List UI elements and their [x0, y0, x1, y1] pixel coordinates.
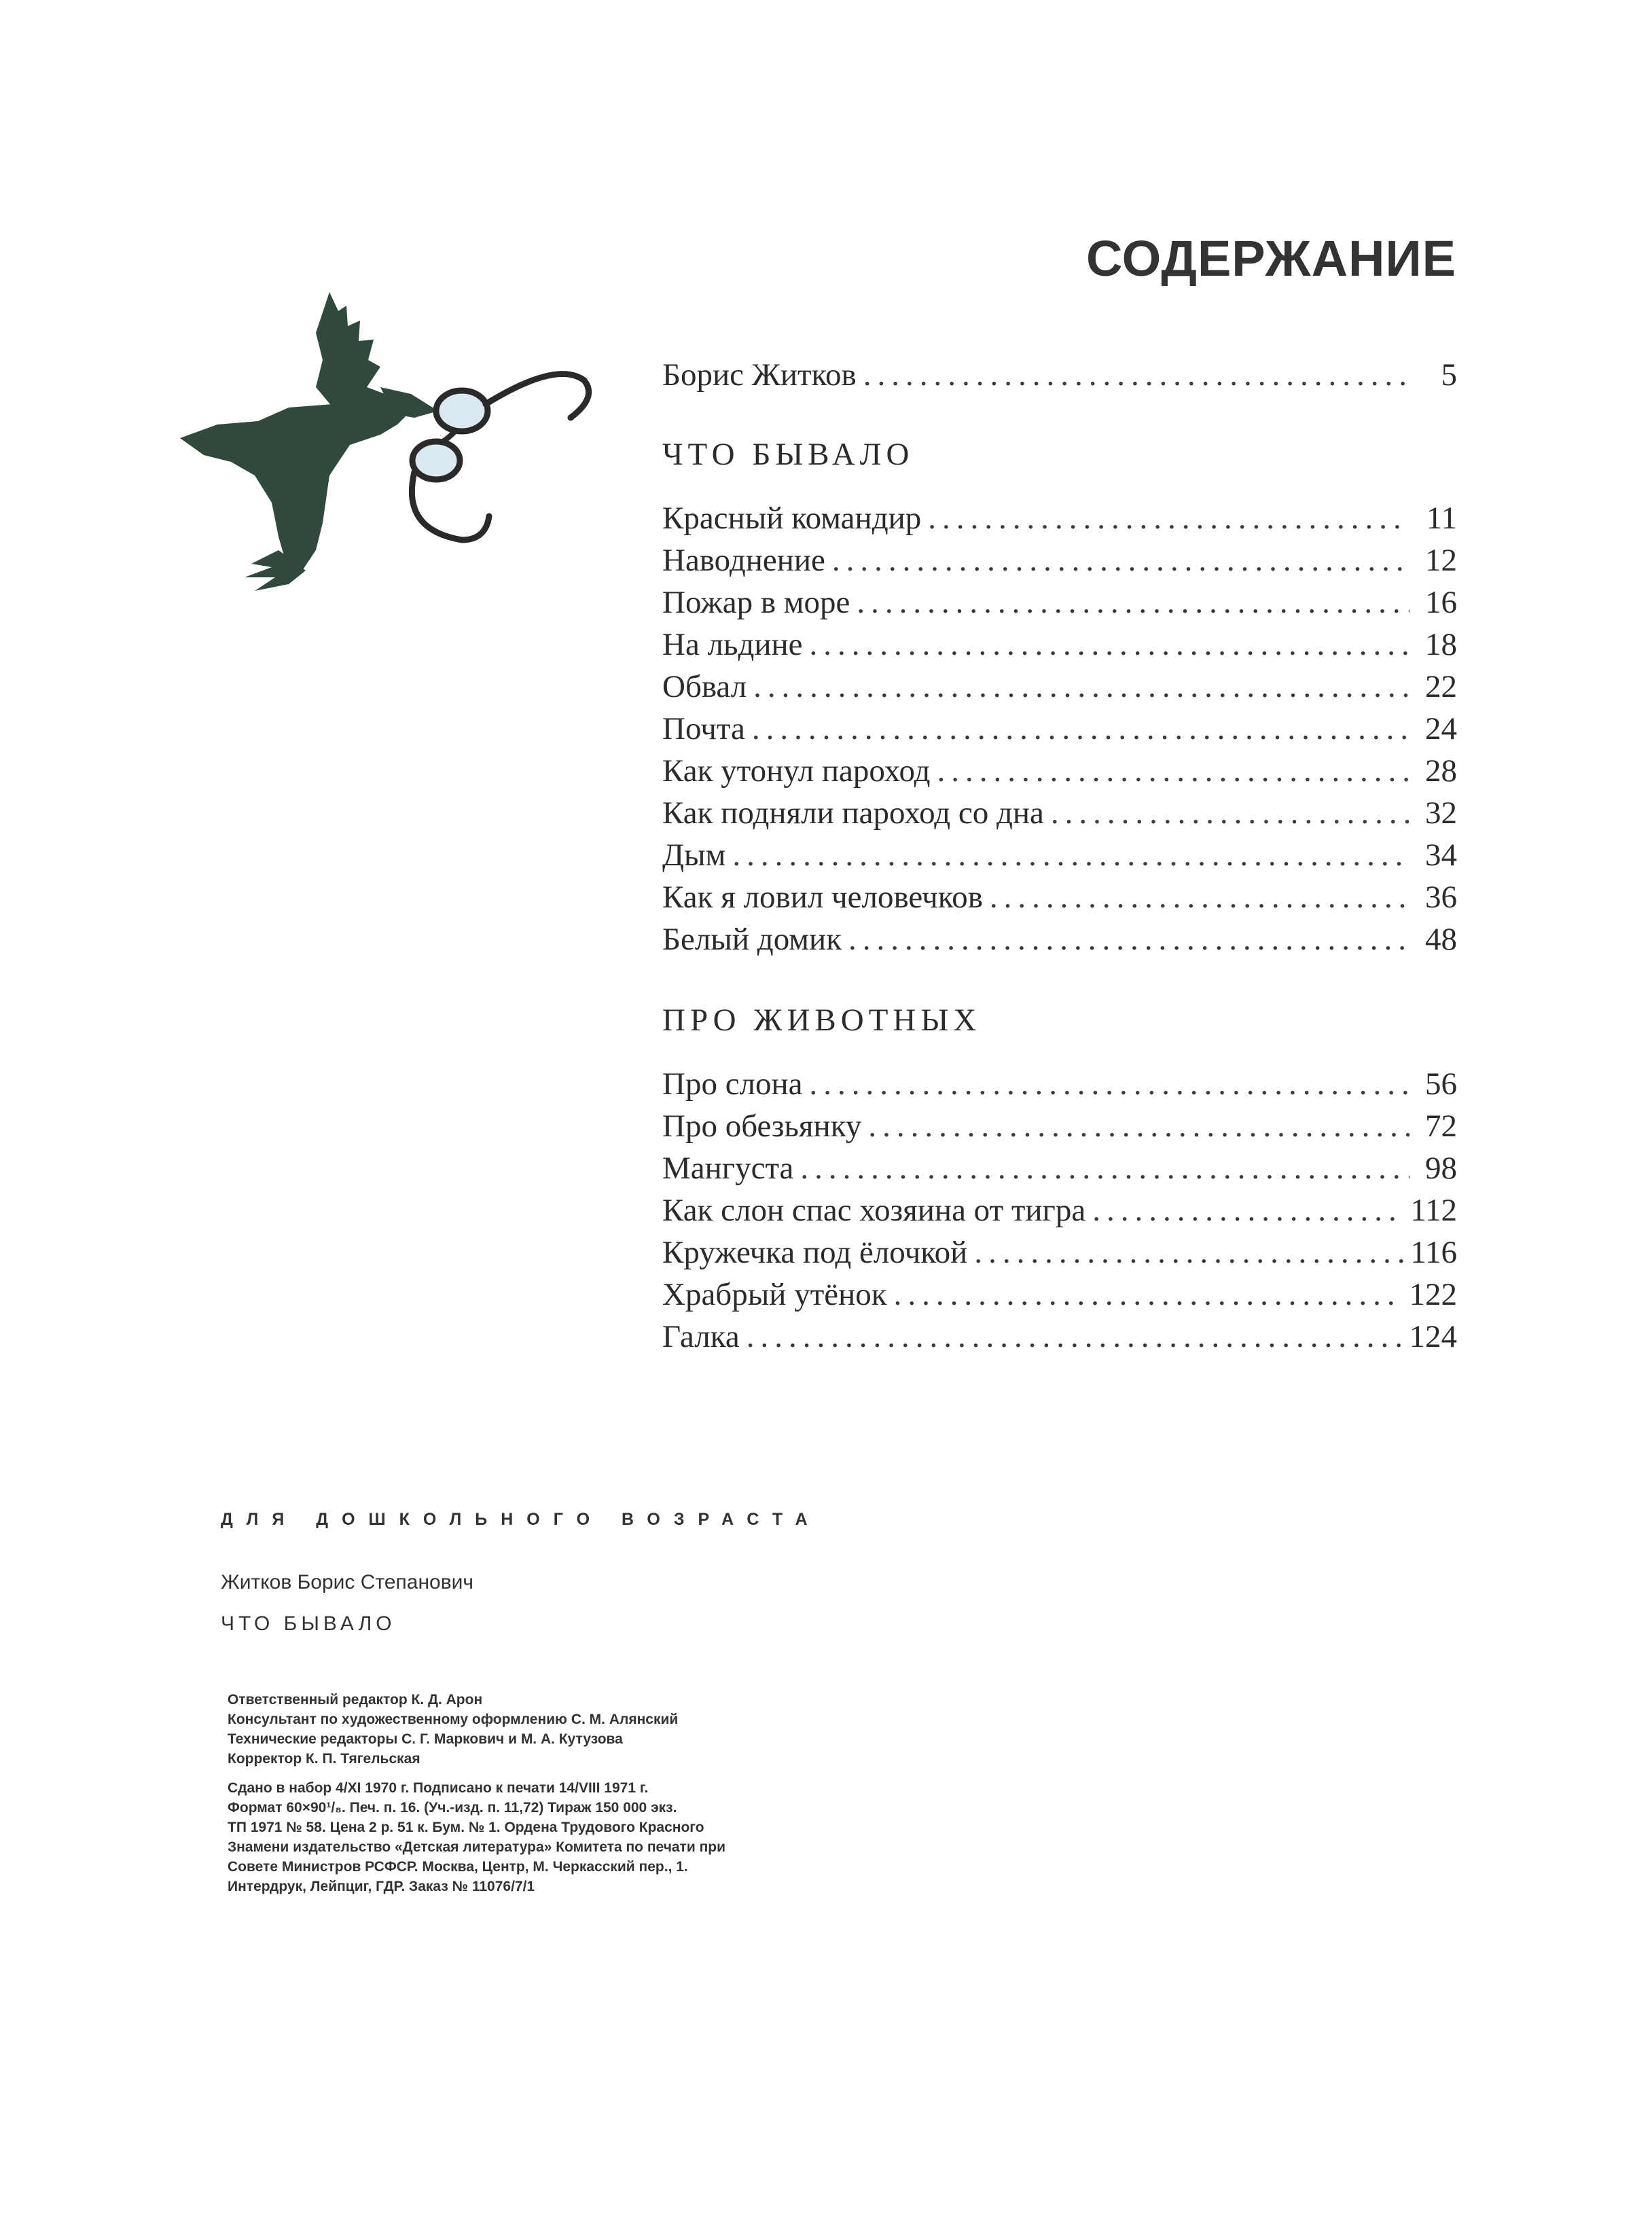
- author-name: Житков Борис Степанович: [221, 1571, 474, 1593]
- toc-entry[interactable]: [662, 919, 1457, 960]
- toc-entry[interactable]: [662, 1190, 1457, 1231]
- toc-entry-title: На льдине: [662, 627, 803, 662]
- toc-leader-dots: [832, 540, 1409, 581]
- toc-entry[interactable]: [662, 1274, 1457, 1315]
- toc-leader-dots: [747, 1316, 1403, 1357]
- age-category: ДЛЯ ДОШКОЛЬНОГО ВОЗРАСТА: [221, 1510, 821, 1529]
- toc-entry[interactable]: [662, 540, 1457, 581]
- toc-leader-dots: [810, 1064, 1409, 1104]
- toc-entry[interactable]: [662, 1148, 1457, 1189]
- toc-entry[interactable]: [662, 1064, 1457, 1104]
- print-info-line: Формат 60×90¹/₈. Печ. п. 16. (Уч.-изд. п. 11,72) Тираж 150 000 экз.: [228, 1800, 677, 1816]
- book-title: ЧТО БЫВАЛО: [221, 1612, 396, 1635]
- toc-entry-title: Дым: [662, 837, 726, 873]
- toc-entry-title: Храбрый утёнок: [662, 1277, 887, 1312]
- toc-entry-intro[interactable]: [662, 355, 1457, 395]
- toc-leader-dots: [894, 1274, 1403, 1315]
- spacer: [228, 1769, 725, 1778]
- toc-leader-dots: [857, 582, 1409, 623]
- toc-leader-dots: [928, 498, 1409, 539]
- toc-entry-page: 72: [1425, 1108, 1457, 1144]
- toc-leader-dots: [732, 835, 1409, 876]
- toc-entry-title: Красный командир: [662, 501, 922, 536]
- toc-entry-title: Обвал: [662, 669, 747, 704]
- toc-entry[interactable]: [662, 1316, 1457, 1357]
- print-info-line: ТП 1971 № 58. Цена 2 р. 51 к. Бум. № 1. Ордена Трудового Красного: [228, 1820, 704, 1835]
- toc-entry[interactable]: [662, 708, 1457, 749]
- toc-entry-page: 11: [1426, 501, 1457, 536]
- toc-entry-title: Как подняли пароход со дна: [662, 795, 1044, 831]
- toc-entry-page: 34: [1425, 837, 1457, 873]
- toc-entry-title: Кружечка под ёлочкой: [662, 1235, 968, 1270]
- print-info-line: Знамени издательство «Детская литература» Комитета по печати при: [228, 1839, 726, 1855]
- toc-leader-dots: [810, 624, 1409, 665]
- toc-entry[interactable]: [662, 624, 1457, 665]
- toc-entry-title: Мангуста: [662, 1151, 794, 1186]
- toc-leader-dots: [753, 666, 1409, 707]
- toc-entry-title: Как я ловил человечков: [662, 880, 983, 915]
- toc-entry-page: 5: [1441, 357, 1457, 393]
- toc-entry-page: 24: [1425, 711, 1457, 746]
- toc-leader-dots: [848, 919, 1409, 960]
- toc-entry-page: 12: [1425, 543, 1457, 578]
- credit-line: Ответственный редактор К. Д. Арон: [228, 1692, 483, 1708]
- toc-entry[interactable]: [662, 793, 1457, 833]
- toc-entry-page: 18: [1425, 627, 1457, 662]
- toc-entry-page: 112: [1410, 1193, 1457, 1228]
- toc-entry[interactable]: [662, 1106, 1457, 1147]
- credit-line: Консультант по художественному оформлению С. М. Алянский: [228, 1712, 679, 1727]
- toc-entry-page: 22: [1425, 669, 1457, 704]
- toc-entry-title: Как слон спас хозяина от тигра: [662, 1193, 1086, 1228]
- crow-with-glasses-icon: [177, 278, 611, 700]
- toc-entry[interactable]: [662, 835, 1457, 876]
- toc-section-heading: ПРО ЖИВОТНЫХ: [662, 1003, 982, 1038]
- toc-leader-dots: [1092, 1190, 1403, 1231]
- toc-entry-page: 28: [1425, 753, 1457, 789]
- toc-entry[interactable]: [662, 751, 1457, 791]
- imprint-credits: [228, 1690, 725, 1896]
- toc-entry-title: Пожар в море: [662, 585, 850, 620]
- toc-leader-dots: [752, 708, 1409, 749]
- toc-entry-page: 116: [1410, 1235, 1457, 1270]
- toc-leader-dots: [990, 877, 1409, 918]
- toc-entry[interactable]: [662, 582, 1457, 623]
- credit-line: Технические редакторы С. Г. Маркович и М. А. Кутузова: [228, 1731, 623, 1747]
- toc-entry-title: Борис Житков: [662, 357, 857, 393]
- toc-entry-page: 124: [1409, 1319, 1457, 1354]
- print-info-line: Интердрук, Лейпциг, ГДР. Заказ № 11076/7/1: [228, 1879, 535, 1894]
- toc-entry[interactable]: [662, 666, 1457, 707]
- toc-entry-title: Почта: [662, 711, 745, 746]
- toc-entry-title: Про слона: [662, 1066, 803, 1102]
- toc-entry[interactable]: [662, 498, 1457, 539]
- toc-title: СОДЕРЖАНИЕ: [1086, 230, 1456, 287]
- toc-leader-dots: [1051, 793, 1409, 833]
- toc-entry-page: 48: [1425, 922, 1457, 957]
- print-info-line: Сдано в набор 4/XI 1970 г. Подписано к печати 14/VIII 1971 г.: [228, 1780, 649, 1796]
- toc-entry-page: 56: [1425, 1066, 1457, 1102]
- toc-entry-title: Галка: [662, 1319, 740, 1354]
- toc-leader-dots: [868, 1106, 1409, 1147]
- toc-entry-page: 36: [1425, 880, 1457, 915]
- toc-entry-title: Белый домик: [662, 922, 842, 957]
- toc-entry[interactable]: [662, 1232, 1457, 1273]
- print-info-line: Совете Министров РСФСР. Москва, Центр, М. Черкасский пер., 1.: [228, 1859, 688, 1875]
- toc-leader-dots: [937, 751, 1410, 791]
- credit-line: Корректор К. П. Тягельская: [228, 1751, 420, 1767]
- toc-entry-page: 98: [1425, 1151, 1457, 1186]
- toc-leader-dots: [863, 355, 1409, 395]
- toc-entry-page: 122: [1409, 1277, 1457, 1312]
- toc-entry-title: Про обезьянку: [662, 1108, 862, 1144]
- toc-section-heading: ЧТО БЫВАЛО: [662, 437, 914, 472]
- toc-leader-dots: [800, 1148, 1409, 1189]
- toc-entry-page: 32: [1425, 795, 1457, 831]
- toc-entry-title: Наводнение: [662, 543, 825, 578]
- toc-leader-dots: [974, 1232, 1403, 1273]
- toc-entry-page: 16: [1425, 585, 1457, 620]
- toc-entry[interactable]: [662, 877, 1457, 918]
- toc-entry-title: Как утонул пароход: [662, 753, 931, 789]
